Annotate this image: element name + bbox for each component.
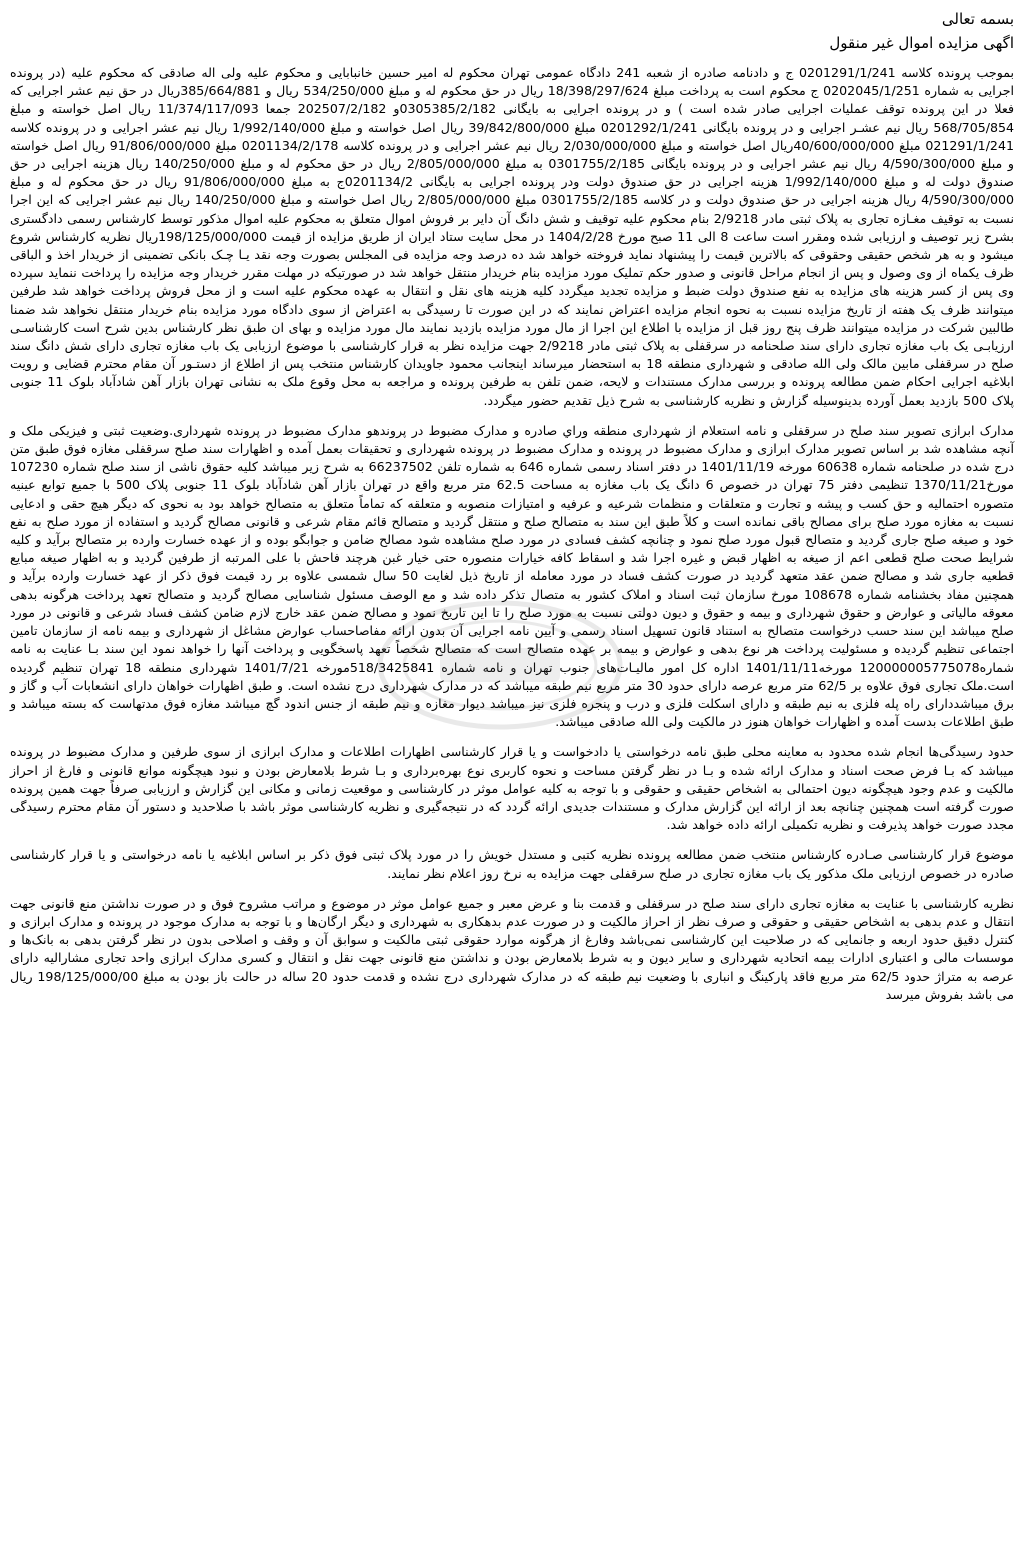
paragraph-assignment-subject: موضوع قرار کارشناسی صـادره کارشناس منتخب ضمن مطالعه پرونده نظریه کتبی و مستدل خویش را در مورد پلاک ثبتی فوق ذکر بر اساس ابلاغیه یا نامه درخواستی و یا قرار کارشناسی صادره در خصوص ارزیابی ملک مذکور یک باب مغازه تجاری در صلح سرقفلی جهت مزایده به نرخ روز اعلام نظر نمایند. [10, 847, 1014, 881]
basmala-heading: بسمه تعالی [941, 10, 1014, 28]
document-page [10, 8, 1014, 1016]
document-title: اگهی مزایده اموال غیر منقول [829, 34, 1014, 52]
paragraph-submitted-documents: مدارک ابرازی تصویر سند صلح در سرقفلی و نامه استعلام از شهرداری منطقه وراي صادره و مدارک مضبوط در پروندهو مدارک مضبوط در پرونده شهرداری.وضعیت ثبتی و فیزیکی ملک و آنچه مشاهده شد بر اساس تصویر مدارک ابرازی و مدارک مضبوط در پرونده و مدارک مضبوط در پرونده شهرداری و تحقیقات بعمل آمده و اظهارات سند صلح سرقفلی مغازه فوق طبق متن درج شده در صلحنامه شماره 60638 مورخه 1401/11/19 در دفتر اسناد رسمی شماره 646 به شماره تلفن 66237502 به شرح زیر میباشد کلیه حقوق ناشی از سند صلح شماره 107230 مورخ1370/11/21 تنظیمی دفتر 75 تهران در خصوص 6 دانگ یک باب مغازه به مساحت 62.5 متر مربع واقع در تهران بازار آهن شادآباد بلوک 11 جنوبی پلاک 500 با جمیع توابع عینیه متصوره احتمالیه و حق کسب و پیشه و تجارت و متعلقات و منظمات شرعیه و عرفیه و امتیازات منصوبه و متعلقه که تماماً متعلق به متصالح خواهد بود به نحوی که دیگر هیچ حقی و ادعایی نسبت به مغازه مورد صلح برای مصالح باقی نمانده است و کلاً طبق این سند به متصالح صلح و منتقل گردید و متصالح قائم مقام شرعی و قانونی مصالح گردید و استفاده از مورد صلح به نفع خود و صیغه صلح جاری گردید و متصالح قبول مورد صلح نمود و چنانچه کشف فسادی در مورد صلح مشاهده شود مصالح ضامن و جوابگو بوده و از عهده خسارت وارده بر متصالح برآید و کلیه شرایط صحت صلح قطعی اعم از صیغه به اظهار قبض و غیره اجرا شد و اسقاط کافه خیارات منصوره حتی خیار غبن هرچند فاحش با علی المرتبه از طرفین گردید و به اظهار صیغه مبایع قطعیه جاری شد و مصالح ضمن عقد متعهد گردید در صورت کشف فساد در مورد معامله از تاریخ ذیل لغایت 50 سال شمسی علاوه بر رد قیمت فوق ذکر از عهد خسارت وارده برآید و همچنین مفاد بخشنامه شماره 108678 مورخ سازمان ثبت اسناد و املاک کشور به متصال تذکر داده شد و مع الوصف مسئول شناسایی مصالح گردید و متصالح تعهد پرداخت هرگونه بدهی معوقه مالیاتی و عوارض و حقوق شهرداری و بیمه و حقوق و دیون دولتی نسبت به مورد صلح را تا این تاریخ نمود و مصالح ضمن عقد خارج لازم ضامن کشف فساد شرعی و قانونی در مورد صلح میباشد این سند حسب درخواست متصالح به استناد قانون تسهیل اسناد رسمی و آیین نامه اجرایی آن بدون ارائه مفاصاحساب عوارض مشاغل از شهرداری و بیمه نامه از سازمان تامین اجتماعی تنظیم گردیده و مسئولیت پرداخت هر نوع بدهی و عوارض و بیمه بر عهده متصالح است که متصالح شخصاً تعهد پاسخگویی و پرداخت آنها را خواهد نمود این سند بـا عنایت به نامه شماره120000005775078 مورخه1401/11/11 اداره کل امور مالیـات‌های جنوب تهران و نامه شماره 518/3425841مورخه 1401/7/21 شهرداری منطقه 18 تهران تنظیم گردیده است.ملک تجاری فوق علاوه بر 62/5 متر مربع عرصه دارای حدود 30 متر مربع نیم طبقه میباشد که در مدارک شهرداری درج نشده است. و طبق اظهارات خواهان دارای انشعابات آب و گاز و برق میباشددارای راه پله فلزی به نیم طبقه و دارای اسکلت فلزی و درب و پنجره فلزی نیز میباشد دیوار مغازه و نیم طبقه از جنس اندود گچ میباشد مغازه فوق مدتهاست که بسته میباشد و طبق اطلاعات بدست آمده و اظهارات خواهان هنوز در مالکیت ولی الله صادقی میباشد. [10, 422, 1014, 730]
paragraph-auction-details: بموجب پرونده کلاسه 0201291/1/241 ج و دادنامه صادره از شعبه 241 دادگاه عمومی تهران محکوم له امیر حسین خانبابایی و محکوم علیه ولی اله صادقی که محکوم علیه (در پرونده اجرایی به شماره 0202045/1/251 ج محکوم است به پرداخت مبلغ 18/398/297/624 ریال در حق محکوم له و مبلغ 534/250/000 ریال و 385/664/881ریال در حق نیم عشر اجرایی که فعلا در این پرونده توقف عملیات اجرایی صادر شده است ) و در پرونده اجرایی به بایگانی 0305385/2/182و 202507/2/182 جمعا 11/374/117/093 ریال اصل خواسته و مبلغ 568/705/854 ریال نیم عشـر اجرایی و در پرونده بایگانی 0201292/1/241 مبلغ 39/842/800/000 ریال اصل خواسته و مبلغ 1/992/140/000 ریال نیم عشر اجرایی و در پرونده کلاسه 021291/1/241 مبلغ 40/600/000/000ریال اصل خواسته و مبلغ 2/030/000/000 ریال نیم عشر اجرایی و در پرونده کلاسه 0201134/2/178 مبلغ 91/806/000/000 ریال اصل خواسته و مبلغ 4/590/300/000 ریال نیم عشر اجرایی و در پرونده بایگانی 0301755/2/185 به مبلغ 2/805/000/000 ریال در حق محکوم له و مبلغ 140/250/000 ریال هزینه اجرایی در حق صندوق دولت له و مبلغ 1/992/140/000 هزینه اجرایی در حق صندوق دولت ودر پرونده اجرایی به بایگانی 0201134/2ج به مبلغ 91/806/000/000 ریال در حق محکوم له و مبلغ 4/590/300/000 ریال هزینه اجرایی در حق صندوق دولت و در کلاسه 0301755/2/185 مبلغ 2/805/000/000 ریال اصل خواسته و مبلغ 140/250/000 ریال نیم عشر اجرایی که این اجرا نسبت به توقیف مغـازه تجاری به پلاک ثبتی مادر 2/9218 بنام محکوم علیه توقیف و شش دانگ آن دایر بر فروش اموال متعلق به محکوم علیه اموال مذکور توسط کارشناس رسمی دادگستری بشرح زیر توصیف و ارزیابی شده ومقرر است ساعت 8 الی 11 صبح مورخ 1404/2/28 در محل سایت ستاد ایران از طریق مزایده از قیمت 198/125/000/000ریال نظریه کارشناس شروع میشود و به هر شخص حقیقی وحقوقی که بالاترین قیمت را پیشنهاد نماید فروخته خواهد شد ده درصد وجه مزایده فی المجلس بصورت وجه نقد یـا چـک بانکی تضمینی از خریدار اخذ و الباقی ظرف یکماه از وی وصول و پس از انجام مراحل قانونی و صدور حکم تملیک مورد مزایده بنام خریدار منتقل خواهد شد در صورتیکه در مهلت مقرر خریدار وجه مزایده را پرداخت ننماید سپرده وی پس از کسر هزینه های مزایده به نفع صندوق دولت ضبط و مزایده تجدید میگردد کلیه هزینه های نقل و انتقال به عهده محکوم علیه است و از محل فروش پرداخت خواهد شد طرفین میتوانند ظرف یک هفته از تاریخ مزایده نسبت به نحوه انجام مزایده اعتراض نمایند که در این صورت تا رسیدگی به اعتراض از سوی دادگاه مورد مزایده بنام خریدار منتقل نخواهد شد ضمنا طالبین شرکت در مزایده میتوانند ظرف پنج روز قبل از مزایده با اطلاع این اجرا از مال مورد مزایده بازدید نمایند مال مورد مزایده و بهای ان طبق نظر کارشناس بدین شرح است کارشناسـی ارزیابـی یک باب مغازه تجاری دارای سند صلحنامه در سرقفلی به پلاک ثبتی مادر 2/9218 جهت مزایده نظر به قرار کارشناسی با موضوع ارزیابی یک باب مغازه تجاری دارای شش دانگ سند صلح در سرقفلی مابین مالک ولی الله صادقی و شهرداری منطقه 18 به استحضار میرساند اینجانب محمود جاویدان کارشناس منتخب پس از اطلاع از دستـور آن مقام محترم قضایی و رویت ابلاغیه اجرایی احکام ضمن مطالعه پرونده و بررسی مدارک مستندات و لایحه، ضمن تلفن به طرفین پرونده و مراجعه به محل وقوع ملک به نشانی تهران بازار آهن شادآباد بلوک 11 جنوبی پلاک 500 بازدید بعمل آورده بدینوسیله گزارش و نظریه کارشناسی به شرح ذیل تقدیم حضور میگردد. [10, 65, 1015, 408]
paragraph-review-scope: حدود رسیدگی‌ها انجام شده محدود به معاینه محلی طبق نامه درخواستی یا دادخواست و یا قرار کارشناسی اظهارات اطلاعات و مدارک ابرازی از سوی طرفین و مدارک مضبوط در پرونده میباشد که بـا فرض صحت اسناد و مدارک ارائه شده و بـا در نظر گرفتن مساحت و نحوه کاربری نوع بهره‌برداری و بـا شرط بلامعارض بودن و نبود هیچگونه موانع قانونی و فارغ از احراز مالکیت و عدم وجود هیچگونه دیون احتمالی به اشخاص حقیقی و حقوقی و با توجه به کلیه عوامل موثر در کارشناسی و موقعیت زمانی و مکانی این گزارش و ارزیابی صرفاً جهت همین پرونده صورت گرفته است همچنین چنانچه بعد از ارائه این گزارش مدارک و مستندات جدیدی ارائه گردد که در نتیجه‌گیری و نظریه کارشناسی موثر باشد با صلاحدید و دستور آن مقام محترم رسیدگی مجدد صورت خواهد پذیرفت و نظریه تکمیلی ارائه داده خواهد شد. [10, 744, 1014, 833]
paragraph-expert-opinion: نظریه کارشناسی با عنایت به مغازه تجاری دارای سند صلح در سرقفلی و قدمت بنا و عرض معبر و جمیع عوامل موثر در موضوع و مراتب مشروح فوق و در صورت نداشتن منع قانونی جهت انتقال و عدم بدهی به اشخاص حقیقی و حقوقی و صرف نظر از احراز مالکیت و در صورت عدم بدهکاری به شهرداری و دیگر ارگان‌ها و با توجه به مدارک موجود در پرونده و مدارک ابرازی و کنترل دقیق حدود اربعه و جانمایی که در صلاحیت این کارشناسی نمی‌باشد وفارغ از هرگونه موارد حقوقی ثبتی مالکیت و سوابق آن و وقف و اصلاحی بدون در نظر گرفتن بدهی به بانک‌ها و موسسات مالی و اعتباری ادارات بیمه اتحادیه شهرداری و سایر دیون و به شرط بلامعارض بودن و نداشتن منع قانونی جهت نقل و انتقال و کسری مدارک ابرازی واحد تجاری مشاراليه دارای عرصه به متراژ حدود 62/5 متر مربع فاقد پارکینگ و انباری با وضعیت نیم طبقه که در مدارک شهرداری درج نشده و قدمت حدود 20 ساله در حالت باز بودن به مبلغ 198/125/000/00 ریال می باشد بفروش میرسد [10, 895, 1014, 1002]
